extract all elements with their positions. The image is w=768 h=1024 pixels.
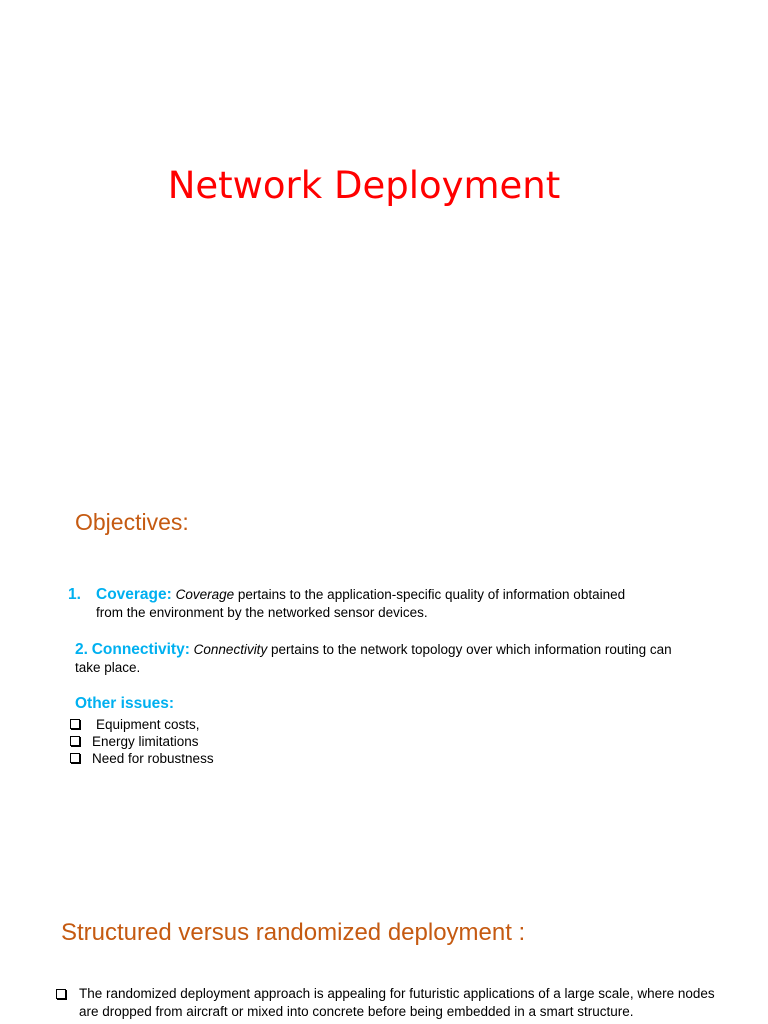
item-text-start: pertains to the application-specific quality of information obtained	[234, 587, 626, 602]
checkbox-bullet-icon	[70, 753, 80, 763]
item-text: pertains to the network topology over which information routing can take place.	[75, 642, 672, 675]
checkbox-bullet-icon	[70, 719, 80, 729]
objective-item-coverage	[68, 586, 688, 622]
page-title: Network Deployment	[167, 164, 561, 207]
item-text-continued: from the environment by the networked sensor devices.	[96, 605, 428, 620]
checkbox-bullet-icon	[70, 736, 80, 746]
randomized-deployment-paragraph	[56, 985, 716, 1021]
other-issues-list	[70, 716, 214, 767]
item-term: Connectivity	[193, 642, 268, 657]
list-item: Equipment costs,	[70, 716, 214, 733]
structured-deployment-heading: Structured versus randomized deployment :	[61, 919, 526, 946]
item-label: Coverage:	[96, 586, 172, 603]
item-number: 2.	[75, 641, 88, 658]
other-issues-label: Other issues:	[75, 695, 175, 712]
paragraph-text: The randomized deployment approach is appealing for futuristic applications of a large scale, where nodes are dropped from aircraft or mixed into concrete before being embedded in a smart structure.	[79, 986, 715, 1019]
item-term: Coverage	[175, 587, 235, 602]
objectives-heading: Objectives:	[75, 509, 189, 535]
list-item: Need for robustness	[70, 750, 214, 767]
item-label: Connectivity:	[91, 641, 190, 658]
objective-item-connectivity	[75, 641, 685, 677]
item-number: 1.	[68, 586, 81, 603]
checkbox-bullet-icon	[56, 989, 66, 999]
list-item: Energy limitations	[70, 733, 214, 750]
